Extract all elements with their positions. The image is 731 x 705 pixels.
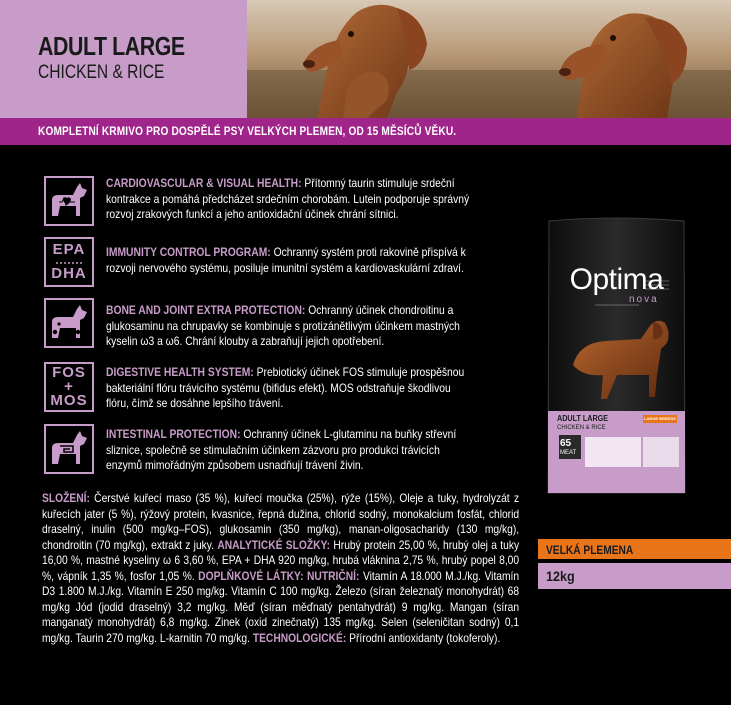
benefit-title: INTESTINAL PROTECTION: bbox=[106, 427, 241, 441]
slozeni-label: SLOŽENÍ: bbox=[42, 491, 90, 505]
benefit-title: CARDIOVASCULAR & VISUAL HEALTH: bbox=[106, 176, 302, 190]
benefit-title: DIGESTIVE HEALTH SYSTEM: bbox=[106, 365, 254, 379]
bag-brand-sub: nova bbox=[629, 294, 659, 305]
product-title: ADULT LARGE bbox=[38, 31, 185, 61]
benefit-cardiovascular bbox=[106, 176, 476, 223]
analyticke-label: ANALYTICKÉ SLOŽKY: bbox=[217, 537, 331, 552]
bag-meat-percent: 65 bbox=[560, 438, 572, 449]
product-bag bbox=[545, 215, 688, 497]
composition-block bbox=[42, 491, 519, 646]
analyticke-text: Hrubý protein 25,00 %, hrubý olej a tuky 16,00 %, mastné kyseliny ω 6 3,60 %, EPA + DHA 920 mg/kg, hrubá vláknina 2,75 %, hrubý popel 8,00 %, vápník 1,35 %, fosfor 1,05 %. bbox=[42, 537, 520, 583]
benefit-intestinal bbox=[106, 427, 476, 474]
breed-size-bar bbox=[538, 539, 731, 559]
dog-intestine-icon bbox=[44, 424, 94, 474]
benefit-title: IMMUNITY CONTROL PROGRAM: bbox=[106, 245, 271, 259]
epa-dha-icon bbox=[44, 237, 94, 287]
icon-label-top: EPA bbox=[52, 241, 86, 258]
slozeni-text: Čerstvé kuřecí maso (35 %), kuřecí moučka (25%), rýže (15%), Oleje a tuky, hydrolyzát z kuřecích jater (5 %), rýžový protein, kvasnice, řepná dužina, chlorid sodný, monokalcium fosfát, chlorid draselný, inulin (500 mg/kg–FOS), glukosamin (350 mg/kg), manan-oligosacharidy (130 mg/kg), chondroitin (70 mg/kg), extrakt z juky. bbox=[42, 491, 520, 552]
icon-label-mid: + bbox=[64, 378, 74, 395]
weight-bar bbox=[538, 563, 731, 589]
title-panel bbox=[0, 0, 247, 118]
benefit-text: Prebiotický účinek FOS stimuluje prospěšnou bakteriální flóru trávicího systému (bifidus efekt). MOS odstraňuje škodlivou flóru, čímž se dosáhne lepšího trávení. bbox=[106, 365, 465, 410]
benefit-bone-joint bbox=[106, 303, 476, 350]
fos-mos-icon bbox=[44, 362, 94, 412]
product-subtitle: CHICKEN & RICE bbox=[38, 62, 165, 83]
benefit-text: Ochranný systém proti rakovině přispívá k rozvoji nervového systému, posiluje imunitní systém a kardiovaskulární zdraví. bbox=[106, 245, 466, 275]
benefit-text: Přítomný taurin stimuluje srdeční kontrakce a pomáhá předcházet srdečním chorobám. Lutein podporuje správný rozvoj zrakových funkcí a jeho antioxidační účinek chrání sítnici. bbox=[106, 176, 470, 221]
doplnkove-text: Vitamín A 18.000 M.J./kg. Vitamín D3 1.800 M.J./kg. Vitamín E 250 mg/kg. Vitamín C 100 mg/kg. Železo (síran železnatý monohydrát) 68 mg/kg Jód (jodid draselný) 3,2 mg/kg. Měď (síran měďnatý pentahydrát) 9 mg/kg. Mangan (síran manganatý monohydrát) 6,8 mg/kg. Zinek (oxid zinečnatý) 135 mg/kg. Selen (seleničitan sodný) 0,1 mg/kg. Taurin 270 mg/kg. L-karnitin 70 mg/kg. bbox=[42, 568, 520, 645]
icon-label-top: FOS bbox=[52, 364, 86, 381]
banner-text: KOMPLETNÍ KRMIVO PRO DOSPĚLÉ PSY VELKÝCH PLEMEN, OD 15 MĚSÍCŮ VĚKU. bbox=[38, 124, 457, 138]
bag-flavor: CHICKEN & RICE bbox=[557, 425, 606, 431]
dogs-photo bbox=[247, 0, 731, 118]
benefit-text: Ochranný účinek L-glutaminu na buňky střevní sliznice, společně se stimulačním účinkem zázvoru pro produkci trávicích enzymů mimořádným způsobem usnadňují trávení živin. bbox=[106, 427, 457, 472]
benefit-text: Ochranný účinek chondroitinu a glukosaminu na chrupavky se kombinuje s protizánětlivým účinkem mastných kyselin ω3 a ω6. Chrání klouby a zabraňují jejich opotřebení. bbox=[106, 303, 460, 348]
technologicke-label: TECHNOLOGICKÉ: bbox=[252, 630, 347, 645]
bag-badge: LARGE BREEDS bbox=[644, 416, 676, 421]
benefit-title: BONE AND JOINT EXTRA PROTECTION: bbox=[106, 303, 306, 317]
icon-label-bottom: MOS bbox=[50, 392, 88, 409]
technologicke-text: Přírodní antioxidanty (tokoferoly). bbox=[349, 630, 501, 645]
icon-label-bottom: DHA bbox=[51, 265, 87, 282]
bag-product: ADULT LARGE bbox=[557, 414, 609, 423]
target-banner bbox=[0, 118, 731, 145]
benefit-digestive bbox=[106, 365, 476, 412]
breed-size-label: VELKÁ PLEMENA bbox=[546, 543, 634, 557]
weight-label: 12kg bbox=[546, 568, 575, 584]
dog-joints-icon bbox=[44, 298, 94, 348]
bag-meat-label: MEAT bbox=[560, 450, 577, 456]
benefit-immunity bbox=[106, 245, 476, 276]
doplnkove-label: DOPLŇKOVÉ LÁTKY: NUTRIČNÍ: bbox=[198, 568, 360, 583]
bag-brand: Optima bbox=[569, 263, 664, 296]
dog-heart-icon bbox=[44, 176, 94, 226]
header bbox=[0, 0, 731, 118]
